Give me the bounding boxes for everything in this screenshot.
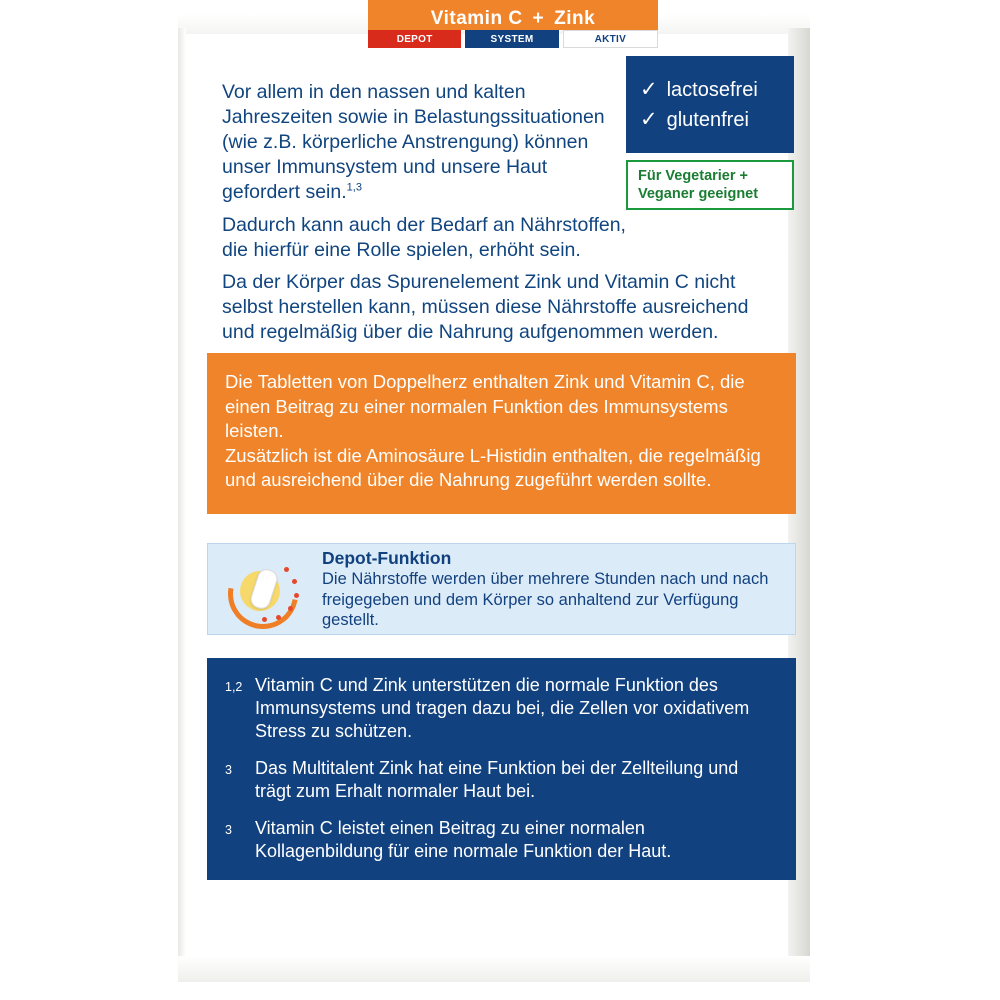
footnote-item (225, 757, 776, 803)
vegan-badge-line-2: Veganer geeignet (638, 186, 759, 202)
footnote-marker: 3 (225, 823, 232, 837)
orange-info-text-2: Zusätzlich ist die Aminosäure L-Histidin enthalten, die regelmäßig und ausreichend über die Nahrung zugeführt werden sollte. (225, 444, 761, 490)
footnotes-block (207, 658, 796, 880)
brand-band (368, 0, 658, 48)
depot-function-description: Die Nährstoffe werden über mehrere Stunden nach und nach freigegeben und dem Körper so anhaltend zur Verfügung gestellt. (322, 570, 769, 630)
depot-function-block (207, 543, 796, 635)
intro-paragraph-1 (222, 80, 614, 205)
footnote-item (225, 674, 776, 743)
brand-word-2: Zink (554, 8, 596, 29)
depot-function-title: Depot-Funktion (322, 548, 452, 569)
intro-paragraph-1-text: Vor allem in den nassen und kalten Jahreszeiten sowie in Belastungssituationen (wie z.B. körperliche Anstrengung) können unser Immunsystem und unsere Haut gefordert sein. (222, 81, 605, 203)
badge-lactose-free (640, 75, 794, 105)
free-from-badge (626, 56, 794, 153)
check-icon: ✓ (640, 108, 658, 131)
intro-paragraph-2: Dadurch kann auch der Bedarf an Nährstoffen, die hierfür eine Rolle spielen, erhöht sein. (222, 214, 626, 261)
orange-info-text-1: Die Tabletten von Doppelherz enthalten Zink und Vitamin C, die einen Beitrag zu einer normalen Funktion des Immunsystems leisten. (225, 371, 745, 441)
badge-gluten-free (640, 105, 794, 135)
brand-band-words (368, 0, 658, 30)
brand-word-3: + (532, 8, 545, 29)
chip-system: SYSTEM (465, 30, 558, 48)
orange-info-block (207, 353, 796, 514)
footnote-text: Das Multitalent Zink hat eine Funktion bei der Zellteilung und trägt zum Erhalt normaler Haut bei. (255, 758, 739, 801)
intro-paragraph-1-reference: 1,3 (346, 181, 362, 194)
footnote-text: Vitamin C und Zink unterstützen die normale Funktion des Immunsystems und tragen dazu bei, die Zellen vor oxidativem Stress zu schützen. (255, 675, 750, 741)
chip-depot: DEPOT (368, 30, 461, 48)
badge-gluten-free-label: glutenfrei (666, 108, 749, 131)
badge-lactose-free-label: lactosefrei (666, 78, 758, 101)
footnote-marker: 1,2 (225, 680, 243, 694)
vegan-badge-line-1: Für Vegetarier + (638, 168, 749, 184)
intro-paragraph-3: Da der Körper das Spurenelement Zink und Vitamin C nicht selbst herstellen kann, müssen diese Nährstoffe ausreichend und regelmäßig über die Nahrung aufgenommen werden. (222, 271, 749, 343)
depot-function-text-wrap (318, 547, 785, 631)
chip-aktiv: AKTIV (563, 30, 658, 48)
package-bottom-shading (178, 956, 810, 982)
footnote-text: Vitamin C leistet einen Beitrag zu einer normalen Kollagenbildung für eine normale Funktion der Haut. (255, 818, 672, 861)
footnote-item (225, 817, 776, 863)
package-left-shading (178, 28, 186, 972)
brand-band-chips (368, 30, 658, 48)
footnote-marker: 3 (225, 763, 232, 777)
vegetarian-vegan-badge (626, 160, 794, 210)
check-icon: ✓ (640, 78, 658, 101)
clock-tablet-icon (218, 553, 318, 625)
brand-word-1: Vitamin C (430, 8, 523, 29)
